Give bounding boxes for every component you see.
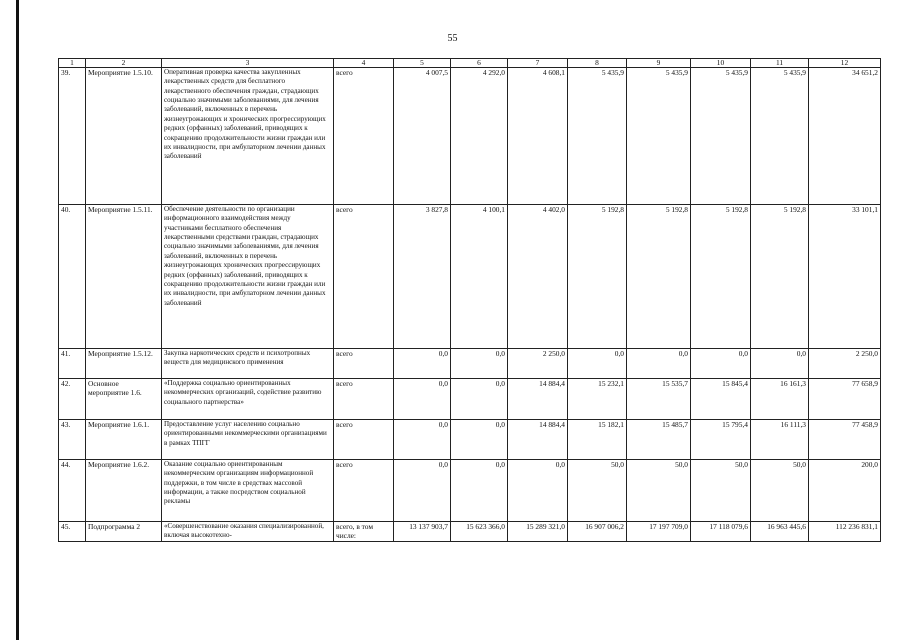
value-cell: 5 435,9 <box>627 68 691 205</box>
value-cell: 3 827,8 <box>394 205 451 349</box>
value-cell: 0,0 <box>394 349 451 379</box>
column-header: 1 <box>59 59 86 68</box>
value-cell: 0,0 <box>394 420 451 460</box>
total-cell: 33 101,1 <box>809 205 881 349</box>
value-cell: 0,0 <box>394 460 451 522</box>
column-header: 9 <box>627 59 691 68</box>
table-row <box>59 420 881 460</box>
value-cell: 15 623 366,0 <box>451 522 508 542</box>
activity-name: Мероприятие 1.6.1. <box>86 420 162 460</box>
funding-source: всего <box>334 349 394 379</box>
value-cell: 13 137 903,7 <box>394 522 451 542</box>
value-cell: 14 884,4 <box>508 420 568 460</box>
value-cell: 4 402,0 <box>508 205 568 349</box>
activity-description: «Совершенствование оказания специализированной, включая высокотехно- <box>162 522 334 542</box>
row-number: 45. <box>59 522 86 542</box>
value-cell: 16 111,3 <box>751 420 809 460</box>
value-cell: 0,0 <box>451 460 508 522</box>
value-cell: 15 289 321,0 <box>508 522 568 542</box>
value-cell: 15 535,7 <box>627 379 691 420</box>
column-header: 7 <box>508 59 568 68</box>
binding-bar <box>16 0 19 640</box>
value-cell: 0,0 <box>508 460 568 522</box>
row-number: 43. <box>59 420 86 460</box>
budget-table <box>58 58 881 542</box>
value-cell: 0,0 <box>627 349 691 379</box>
activity-description: Закупка наркотических средств и психотропных веществ для медицинского применения <box>162 349 334 379</box>
activity-description: Оперативная проверка качества закупленных лекарственных средств для бесплатного лекарственного обеспечения граждан, страдающих социально значимыми заболеваниями, для лечения заболеваний, включенных в перечень жизнеугрожающих и хронических прогрессирующих редких (орфанных) заболеваний, приводящих к сокращению продолжительности жизни граждан или их инвалидности, при амбулаторном лечении данных заболеваний <box>162 68 334 205</box>
funding-source: всего, в том числе: <box>334 522 394 542</box>
value-cell: 5 435,9 <box>751 68 809 205</box>
activity-description: Обеспечение деятельности по организации информационного взаимодействия между участниками бесплатного обеспечения лекарственными средствами граждан, страдающих социально значимыми заболеваниями, для лечения заболеваний, включенных в перечень жизнеугрожающих хронических прогрессирующих редких (орфанных) заболеваний, приводящих к сокращению продолжительности жизни граждан или их инвалидности, при амбулаторном лечении данных заболеваний <box>162 205 334 349</box>
activity-name: Мероприятие 1.5.10. <box>86 68 162 205</box>
total-cell: 112 236 831,1 <box>809 522 881 542</box>
table-row <box>59 68 881 205</box>
value-cell: 5 192,8 <box>627 205 691 349</box>
value-cell: 4 292,0 <box>451 68 508 205</box>
row-number: 40. <box>59 205 86 349</box>
value-cell: 4 007,5 <box>394 68 451 205</box>
activity-description: Оказание социально ориентированным некоммерческим организациям информационной поддержки, в том числе в средствах массовой информации, а также посредством социальной рекламы <box>162 460 334 522</box>
value-cell: 0,0 <box>451 379 508 420</box>
activity-name: Подпрограмма 2 <box>86 522 162 542</box>
value-cell: 5 192,8 <box>751 205 809 349</box>
table-row <box>59 205 881 349</box>
header-row <box>59 59 881 68</box>
value-cell: 0,0 <box>394 379 451 420</box>
total-cell: 77 658,9 <box>809 379 881 420</box>
funding-source: всего <box>334 68 394 205</box>
value-cell: 50,0 <box>751 460 809 522</box>
value-cell: 15 182,1 <box>568 420 627 460</box>
activity-name: Основное мероприятие 1.6. <box>86 379 162 420</box>
funding-source: всего <box>334 379 394 420</box>
value-cell: 15 845,4 <box>691 379 751 420</box>
value-cell: 4 100,1 <box>451 205 508 349</box>
funding-source: всего <box>334 205 394 349</box>
value-cell: 4 608,1 <box>508 68 568 205</box>
value-cell: 5 435,9 <box>691 68 751 205</box>
row-number: 39. <box>59 68 86 205</box>
value-cell: 0,0 <box>691 349 751 379</box>
row-number: 41. <box>59 349 86 379</box>
funding-source: всего <box>334 420 394 460</box>
value-cell: 16 907 006,2 <box>568 522 627 542</box>
total-cell: 2 250,0 <box>809 349 881 379</box>
total-cell: 34 651,2 <box>809 68 881 205</box>
table-row <box>59 522 881 542</box>
column-header: 10 <box>691 59 751 68</box>
column-header: 5 <box>394 59 451 68</box>
value-cell: 16 161,3 <box>751 379 809 420</box>
value-cell: 14 884,4 <box>508 379 568 420</box>
column-header: 6 <box>451 59 508 68</box>
value-cell: 5 192,8 <box>568 205 627 349</box>
column-header: 11 <box>751 59 809 68</box>
value-cell: 0,0 <box>568 349 627 379</box>
activity-name: Мероприятие 1.6.2. <box>86 460 162 522</box>
activity-description: «Поддержка социально ориентированных некоммерческих организаций, содействие развитию социального партнерства» <box>162 379 334 420</box>
value-cell: 2 250,0 <box>508 349 568 379</box>
value-cell: 0,0 <box>451 420 508 460</box>
row-number: 42. <box>59 379 86 420</box>
total-cell: 200,0 <box>809 460 881 522</box>
value-cell: 50,0 <box>627 460 691 522</box>
table-row <box>59 379 881 420</box>
column-header: 3 <box>162 59 334 68</box>
value-cell: 50,0 <box>568 460 627 522</box>
row-number: 44. <box>59 460 86 522</box>
activity-name: Мероприятие 1.5.12. <box>86 349 162 379</box>
value-cell: 15 232,1 <box>568 379 627 420</box>
column-header: 4 <box>334 59 394 68</box>
table-row <box>59 460 881 522</box>
value-cell: 5 192,8 <box>691 205 751 349</box>
value-cell: 0,0 <box>751 349 809 379</box>
value-cell: 0,0 <box>451 349 508 379</box>
value-cell: 17 197 709,0 <box>627 522 691 542</box>
table-row <box>59 349 881 379</box>
activity-description: Предоставление услуг населению социально ориентированными некоммерческими организациями в рамках ТПГГ <box>162 420 334 460</box>
value-cell: 5 435,9 <box>568 68 627 205</box>
value-cell: 16 963 445,6 <box>751 522 809 542</box>
value-cell: 15 485,7 <box>627 420 691 460</box>
page-number: 55 <box>447 33 458 44</box>
value-cell: 50,0 <box>691 460 751 522</box>
total-cell: 77 458,9 <box>809 420 881 460</box>
column-header: 2 <box>86 59 162 68</box>
column-header: 8 <box>568 59 627 68</box>
activity-name: Мероприятие 1.5.11. <box>86 205 162 349</box>
value-cell: 15 795,4 <box>691 420 751 460</box>
funding-source: всего <box>334 460 394 522</box>
value-cell: 17 118 079,6 <box>691 522 751 542</box>
column-header: 12 <box>809 59 881 68</box>
